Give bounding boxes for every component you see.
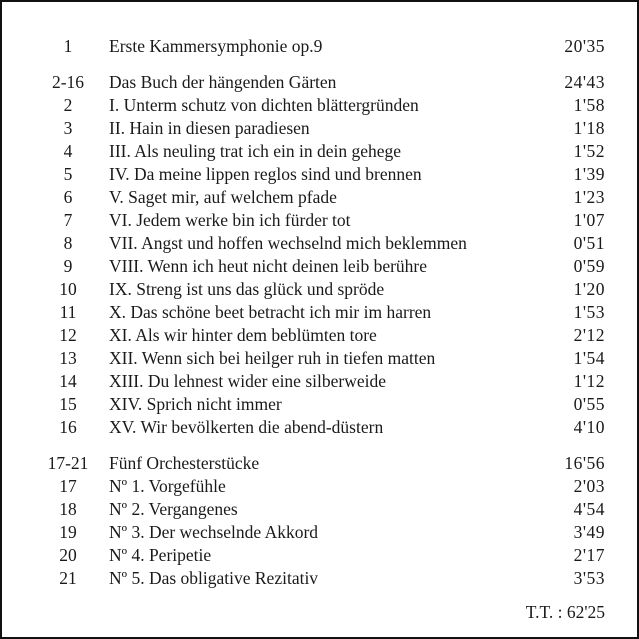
- track-group: [0, 452, 639, 590]
- track-duration: 1'54: [573, 348, 605, 368]
- track-title: Erste Kammersymphonie op.9: [109, 36, 323, 56]
- track-group: [0, 35, 639, 58]
- track-row: [0, 347, 639, 370]
- track-row: [0, 393, 639, 416]
- track-duration: 1'20: [573, 279, 605, 299]
- track-number: 17: [59, 476, 77, 496]
- track-title: V. Saget mir, auf welchem pfade: [109, 187, 337, 207]
- track-list: [0, 35, 639, 603]
- track-title: X. Das schöne beet betracht ich mir im harren: [109, 302, 432, 322]
- track-row: [0, 567, 639, 590]
- track-number: 19: [59, 522, 77, 542]
- track-title: Das Buch der hängenden Gärten: [109, 72, 337, 92]
- track-number: 4: [63, 141, 73, 161]
- track-number: 9: [63, 256, 73, 276]
- track-title: IV. Da meine lippen reglos sind und brennen: [109, 164, 422, 184]
- track-duration: 20'35: [564, 36, 605, 56]
- track-number: 20: [59, 545, 77, 565]
- track-title: Nº 2. Vergangenes: [109, 499, 238, 519]
- track-row: [0, 163, 639, 186]
- track-title: II. Hain in diesen paradiesen: [109, 118, 310, 138]
- track-duration: 1'58: [573, 95, 605, 115]
- track-row: [0, 370, 639, 393]
- track-title: XIV. Sprich nicht immer: [109, 394, 282, 414]
- track-row: [0, 278, 639, 301]
- track-title: VI. Jedem werke bin ich fürder tot: [109, 210, 351, 230]
- track-title: Fünf Orchesterstücke: [109, 453, 260, 473]
- track-number: 3: [63, 118, 73, 138]
- total-time: T.T. : 62'25: [525, 602, 605, 622]
- track-title: VIII. Wenn ich heut nicht deinen leib berühre: [109, 256, 428, 276]
- track-duration: 0'59: [573, 256, 605, 276]
- track-duration: 1'18: [573, 118, 605, 138]
- track-duration: 2'03: [573, 476, 605, 496]
- track-duration: 1'23: [573, 187, 605, 207]
- track-row: [0, 475, 639, 498]
- track-title: I. Unterm schutz von dichten blättergründen: [109, 95, 419, 115]
- track-number: 6: [63, 187, 73, 207]
- track-row: [0, 324, 639, 347]
- track-number: 13: [59, 348, 77, 368]
- track-row: [0, 301, 639, 324]
- track-row: [0, 94, 639, 117]
- track-row: [0, 416, 639, 439]
- track-row: [0, 452, 639, 475]
- track-number: 21: [59, 568, 77, 588]
- track-duration: 1'52: [573, 141, 605, 161]
- track-row: [0, 186, 639, 209]
- track-title: XII. Wenn sich bei heilger ruh in tiefen matten: [109, 348, 436, 368]
- track-title: Nº 5. Das obligative Rezitativ: [109, 568, 319, 588]
- track-row: [0, 140, 639, 163]
- track-number: 14: [59, 371, 77, 391]
- track-title: Nº 3. Der wechselnde Akkord: [109, 522, 319, 542]
- track-number: 2-16: [51, 72, 85, 92]
- track-title: III. Als neuling trat ich ein in dein gehege: [109, 141, 402, 161]
- track-duration: 1'53: [573, 302, 605, 322]
- track-title: XIII. Du lehnest wider eine silberweide: [109, 371, 386, 391]
- track-title: VII. Angst und hoffen wechselnd mich beklemmen: [109, 233, 467, 253]
- track-number: 5: [63, 164, 73, 184]
- track-title: XI. Als wir hinter dem beblümten tore: [109, 325, 377, 345]
- track-number: 17-21: [47, 453, 89, 473]
- track-number: 18: [59, 499, 77, 519]
- track-title: Nº 1. Vorgefühle: [109, 476, 226, 496]
- track-group: [0, 71, 639, 439]
- track-duration: 24'43: [564, 72, 605, 92]
- track-title: XV. Wir bevölkerten die abend-düstern: [109, 417, 384, 437]
- track-duration: 0'51: [573, 233, 605, 253]
- track-duration: 2'12: [573, 325, 605, 345]
- track-duration: 0'55: [573, 394, 605, 414]
- track-duration: 3'53: [573, 568, 605, 588]
- track-row: [0, 232, 639, 255]
- track-duration: 4'54: [573, 499, 605, 519]
- track-duration: 16'56: [564, 453, 605, 473]
- track-number: 15: [59, 394, 77, 414]
- track-row: [0, 117, 639, 140]
- track-row: [0, 71, 639, 94]
- track-row: [0, 35, 639, 58]
- track-number: 2: [63, 95, 73, 115]
- track-row: [0, 255, 639, 278]
- track-row: [0, 521, 639, 544]
- track-duration: 1'07: [573, 210, 605, 230]
- track-duration: 1'39: [573, 164, 605, 184]
- track-duration: 4'10: [573, 417, 605, 437]
- track-title: IX. Streng ist uns das glück und spröde: [109, 279, 385, 299]
- track-number: 7: [63, 210, 73, 230]
- track-row: [0, 209, 639, 232]
- track-duration: 3'49: [573, 522, 605, 542]
- track-number: 10: [59, 279, 77, 299]
- track-title: Nº 4. Peripetie: [109, 545, 212, 565]
- track-duration: 1'12: [573, 371, 605, 391]
- track-number: 1: [63, 36, 73, 56]
- track-row: [0, 498, 639, 521]
- track-number: 12: [59, 325, 77, 345]
- track-number: 16: [59, 417, 77, 437]
- track-row: [0, 544, 639, 567]
- track-duration: 2'17: [573, 545, 605, 565]
- track-number: 11: [59, 302, 77, 322]
- track-number: 8: [63, 233, 73, 253]
